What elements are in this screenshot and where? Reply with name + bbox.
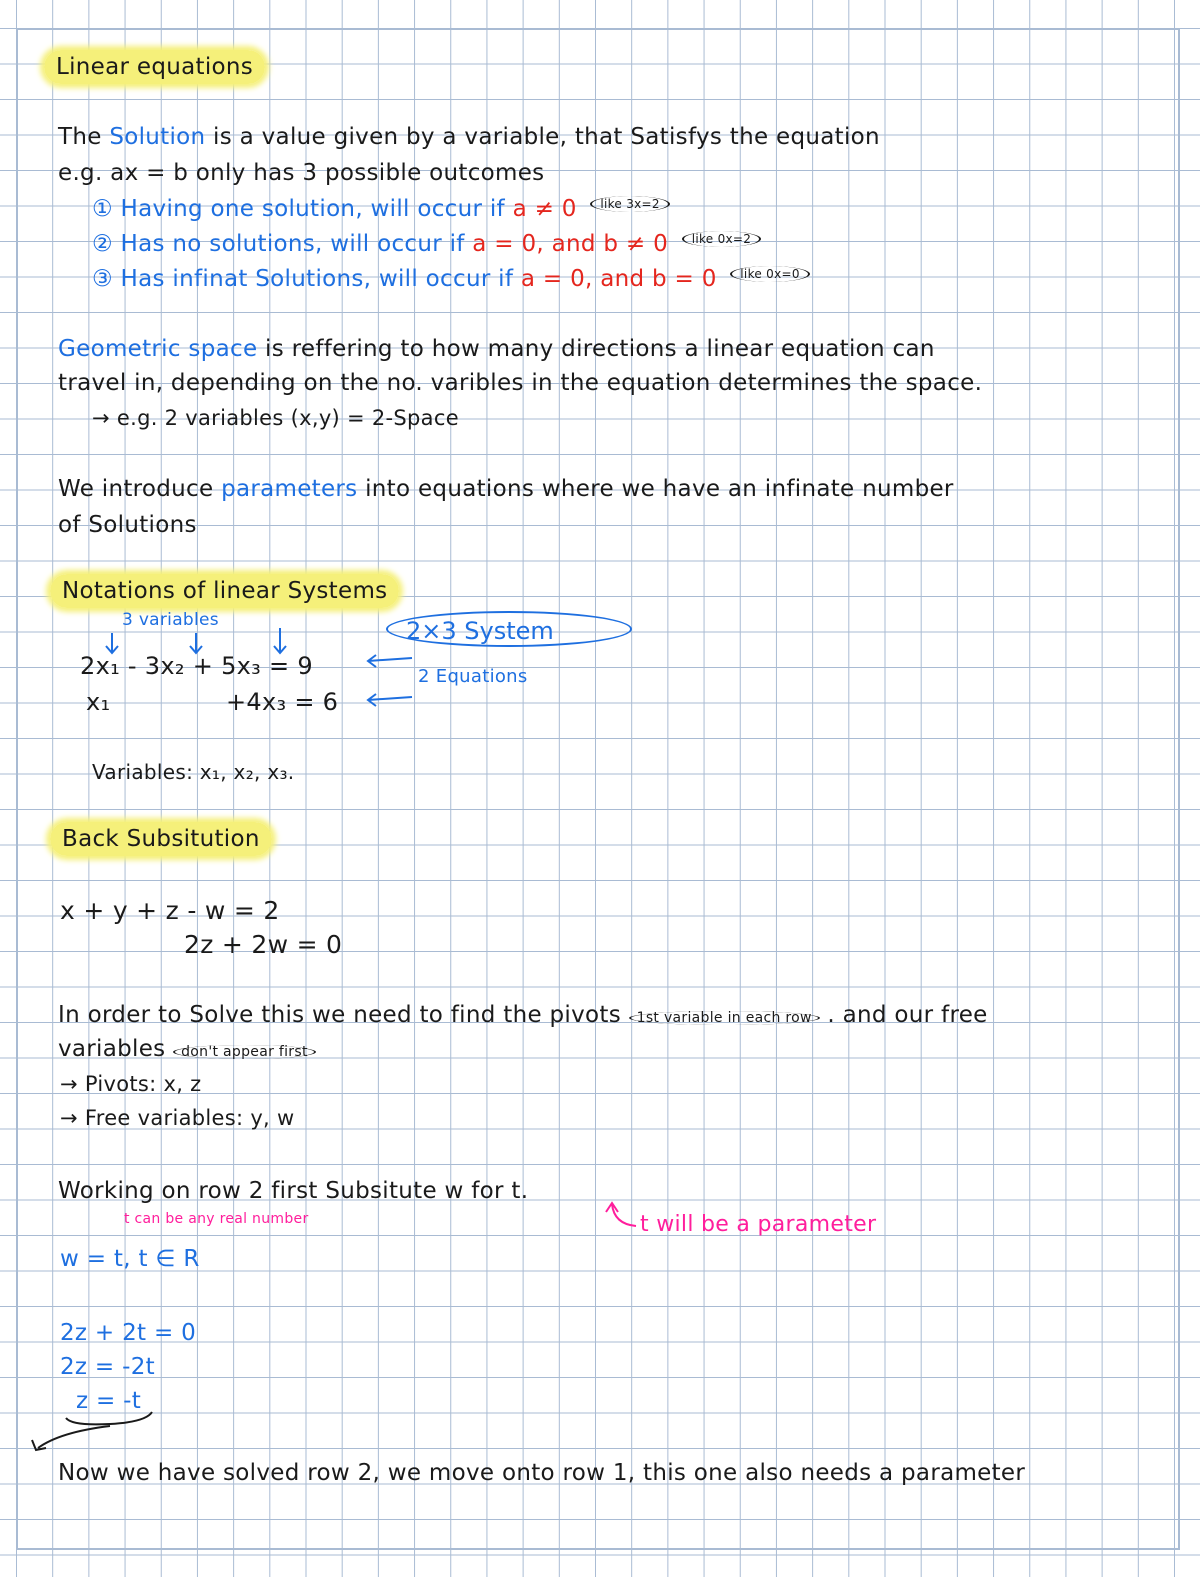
linear-equations-heading: Linear equations	[44, 56, 265, 79]
case-three: ③ Has infinat Solutions, will occur if a = 0, and b = 0 like 0x=0	[92, 266, 810, 291]
variables-list: Variables: x₁, x₂, x₃.	[92, 760, 295, 784]
parameters-line2: of Solutions	[58, 512, 197, 538]
system-equation-2-left: x₁	[86, 688, 111, 716]
variable-arrow-2	[190, 633, 202, 653]
working-row-2: Working on row 2 first Subsitute w for t.	[58, 1178, 529, 1204]
t-any-real-note: t can be any real number	[124, 1211, 309, 1227]
case-two: ② Has no solutions, will occur if a = 0, and b ≠ 0 like 0x=2	[92, 231, 761, 256]
t-parameter-note: t will be a parameter	[640, 1212, 877, 1237]
geometric-space-line2: travel in, depending on the no. varibles in the equation determines the space.	[58, 370, 983, 396]
back-equation-1: x + y + z - w = 2	[60, 896, 280, 925]
back-equation-2: 2z + 2w = 0	[184, 930, 343, 959]
parameter-arrow	[606, 1203, 636, 1226]
parameters-definition: We introduce parameters into equations where we have an infinate number	[58, 476, 954, 502]
step-1: 2z + 2t = 0	[60, 1320, 197, 1346]
geometric-space-term: Geometric space	[58, 336, 258, 362]
back-substitution-heading: Back Subsitution	[50, 828, 272, 851]
variable-arrow-3	[274, 628, 286, 653]
two-equations-label: 2 Equations	[418, 666, 528, 687]
step-2: 2z = -2t	[60, 1354, 155, 1380]
equation-arrow-1	[368, 655, 412, 667]
geometric-space-definition: Geometric space is reffering to how many directions a linear equation can	[58, 336, 935, 362]
notations-heading: Notations of linear Systems	[50, 580, 399, 603]
step-3-bracket	[66, 1412, 152, 1424]
outcomes-example: e.g. ax = b only has 3 possible outcomes	[58, 160, 545, 186]
system-size-label: 2×3 System	[406, 617, 554, 645]
equation-arrow-2	[368, 694, 412, 706]
step-3: z = -t	[76, 1388, 142, 1414]
three-variables-label: 3 variables	[122, 610, 219, 630]
free-variables-list: → Free variables: y, w	[60, 1106, 295, 1130]
solution-term: Solution	[109, 124, 206, 150]
system-equation-1: 2x₁ - 3x₂ + 5x₃ = 9	[80, 652, 313, 680]
w-equals-t: w = t, t ∈ R	[60, 1246, 200, 1272]
pivots-list: → Pivots: x, z	[60, 1072, 202, 1096]
system-equation-2-right: +4x₃ = 6	[226, 688, 339, 716]
variable-arrow-1	[106, 633, 118, 653]
solution-definition: The Solution is a value given by a variable, that Satisfys the equation	[58, 124, 880, 150]
free-variables-explanation: variables don't appear first	[58, 1038, 316, 1061]
curved-arrow	[32, 1426, 110, 1450]
parameters-term: parameters	[221, 476, 358, 502]
pivots-explanation: In order to Solve this we need to find the pivots 1st variable in each row . and our free	[58, 1002, 988, 1028]
case-one: ① Having one solution, will occur if a ≠ 0 like 3x=2	[92, 196, 670, 221]
now-row-1-note: Now we have solved row 2, we move onto row 1, this one also needs a parameter	[58, 1460, 1026, 1486]
geometric-space-example: → e.g. 2 variables (x,y) = 2-Space	[92, 406, 459, 430]
